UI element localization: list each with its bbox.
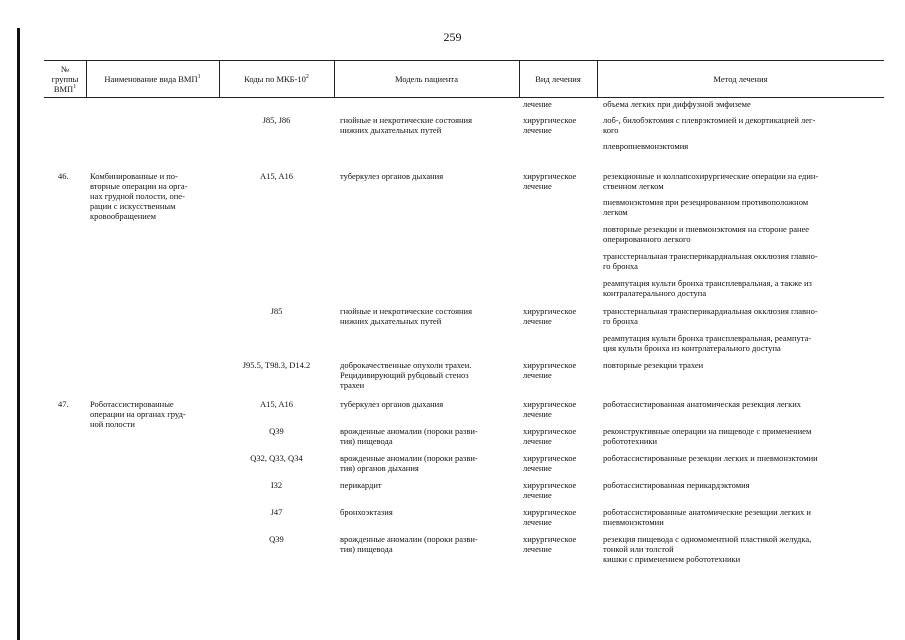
- group-number: 47.: [58, 399, 69, 409]
- header-codes: [219, 61, 334, 97]
- header-name: [86, 61, 219, 97]
- header-model: Модель пациента: [394, 74, 459, 84]
- type-text: хирургическое лечение: [523, 507, 577, 527]
- patient-model: перикардит: [340, 480, 382, 490]
- method-text: объема легких при диффузной эмфиземе: [603, 99, 751, 109]
- table-header: [44, 60, 884, 98]
- method-text: реампутация культи бронха трансплевральная, реампута- ция культи бронха из контрлатерального доступа: [603, 333, 812, 353]
- type-text: хирургическое лечение: [523, 399, 577, 419]
- footnote-mark: 1: [73, 84, 77, 91]
- header-text: группы: [51, 74, 79, 84]
- patient-model: бронхоэктазия: [340, 507, 393, 517]
- patient-model: врожденные аномалии (пороки разви- тия) пищевода: [340, 534, 478, 554]
- method-text: резекция пищевода с одномоментной пластикой желудка, тонкой или толстой кишки с применением робототехники: [603, 534, 812, 564]
- header-text: №: [60, 64, 70, 74]
- method-text: реконструктивные операции на пищеводе с применением робототехники: [603, 426, 812, 446]
- type-text: хирургическое лечение: [523, 453, 577, 473]
- vmp-name: Комбинированные и по- вторные операции на орга- нах грудной полости, опе- рации с искусственным кровообращением: [90, 171, 188, 221]
- type-text: хирургическое лечение: [523, 360, 577, 380]
- method-text: трансстернальная трансперикардиальная окклюзия главно- го бронха: [603, 251, 818, 271]
- method-text: роботассистированные анатомические резекции легких и пневмонэктомии: [603, 507, 811, 527]
- icd-codes: J85, J86: [262, 115, 291, 125]
- header-text: Коды по МКБ-10: [244, 74, 306, 84]
- patient-model: врожденные аномалии (пороки разви- тия) пищевода: [340, 426, 478, 446]
- header-group-number: [44, 61, 86, 97]
- patient-model: туберкулез органов дыхания: [340, 399, 444, 409]
- method-text: плевропневмонэктомия: [603, 141, 689, 151]
- vmp-name: Роботассистированные операции на органах груд- ной полости: [90, 399, 186, 429]
- icd-codes: Q39: [269, 426, 284, 436]
- icd-codes: J95.5, T98.3, D14.2: [242, 360, 311, 370]
- patient-model: врожденные аномалии (пороки разви- тия) органов дыхания: [340, 453, 478, 473]
- footnote-mark: 2: [305, 74, 309, 81]
- type-text: хирургическое лечение: [523, 534, 577, 554]
- type-text: хирургическое лечение: [523, 115, 577, 135]
- patient-model: гнойные и некротические состояния нижних дыхательных путей: [340, 115, 472, 135]
- patient-model: гнойные и некротические состояния нижних дыхательных путей: [340, 306, 472, 326]
- method-text: лоб-, билобэктомия с плеврэктомией и декортикацией лег- кого: [603, 115, 816, 135]
- method-text: повторные резекции и пневмонэктомия на стороне ранее оперированного легкого: [603, 224, 810, 244]
- icd-codes: J85: [270, 306, 283, 316]
- type-text: хирургическое лечение: [523, 480, 577, 500]
- method-text: реампутация культи бронха трансплевральная, а также из контралатерального доступа: [603, 278, 812, 298]
- method-text: роботассистированная анатомическая резекция легких: [603, 399, 802, 409]
- method-text: роботассистированные резекции легких и пневмонэктомии: [603, 453, 818, 463]
- header-method: Метод лечения: [713, 74, 768, 84]
- type-text: хирургическое лечение: [523, 426, 577, 446]
- method-text: резекционные и коллапсохирургические операции на един- ственном легком: [603, 171, 819, 191]
- header-type: Вид лечения: [535, 74, 581, 84]
- type-text: хирургическое лечение: [523, 171, 577, 191]
- patient-model: туберкулез органов дыхания: [340, 171, 444, 181]
- icd-codes: A15, A16: [259, 171, 294, 181]
- method-text: роботассистированная перикардэктомия: [603, 480, 750, 490]
- scan-edge-bar: [17, 28, 20, 640]
- icd-codes: J47: [270, 507, 283, 517]
- patient-model: доброкачественные опухоли трахеи. Рецидивирующий рубцовый стеноз трахеи: [340, 360, 472, 390]
- method-text: пневмонэктомия при резецированном противоположном легком: [603, 197, 809, 217]
- group-number: 46.: [58, 171, 69, 181]
- icd-codes: A15, A16: [259, 399, 294, 409]
- header-text: ВМП: [53, 84, 74, 94]
- icd-codes: Q32, Q33, Q34: [250, 453, 303, 463]
- header-text: Наименование вида ВМП: [104, 74, 198, 84]
- page-number: 259: [443, 30, 462, 44]
- type-text: лечение: [523, 99, 552, 109]
- icd-codes: Q39: [269, 534, 284, 544]
- method-text: трансстернальная трансперикардиальная окклюзия главно- го бронха: [603, 306, 818, 326]
- type-text: хирургическое лечение: [523, 306, 577, 326]
- method-text: повторные резекции трахеи: [603, 360, 704, 370]
- icd-codes: I32: [270, 480, 283, 490]
- footnote-mark: 1: [197, 74, 201, 81]
